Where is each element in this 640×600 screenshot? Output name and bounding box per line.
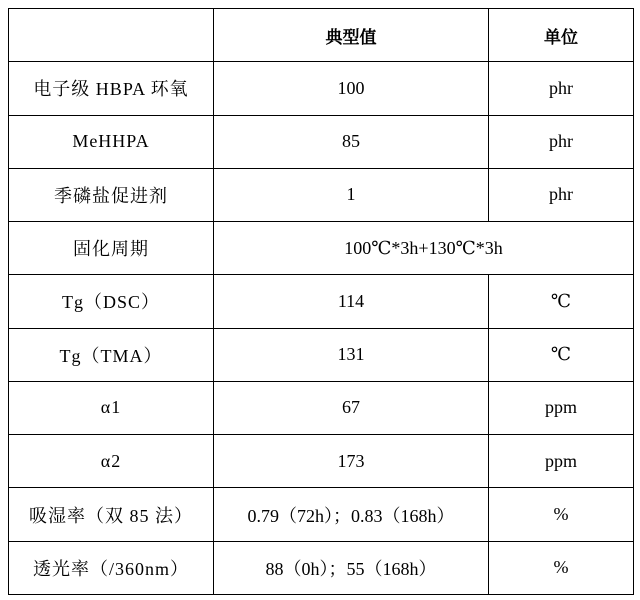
property-cell: MeHHPA — [9, 115, 214, 168]
value-cell: 88（0h）；55（168h） — [214, 541, 489, 594]
table-row — [9, 168, 634, 221]
spec-table — [8, 8, 634, 595]
table-row — [9, 541, 634, 594]
property-cell: α1 — [9, 381, 214, 434]
property-cell: 电子级 HBPA 环氧 — [9, 62, 214, 115]
property-cell: 季磷盐促进剂 — [9, 168, 214, 221]
table-header-row — [9, 9, 634, 62]
property-cell: 透光率（/360nm） — [9, 541, 214, 594]
header-cell-unit: 单位 — [489, 9, 634, 62]
table-row — [9, 115, 634, 168]
property-cell: Tg（DSC） — [9, 275, 214, 328]
table-row — [9, 328, 634, 381]
property-cell: 固化周期 — [9, 222, 214, 275]
unit-cell: ppm — [489, 435, 634, 488]
unit-cell: phr — [489, 115, 634, 168]
property-cell: α2 — [9, 435, 214, 488]
table-row — [9, 275, 634, 328]
unit-cell: ℃ — [489, 328, 634, 381]
value-cell: 1 — [214, 168, 489, 221]
header-cell-empty — [9, 9, 214, 62]
unit-cell: % — [489, 488, 634, 541]
table-row — [9, 488, 634, 541]
value-cell: 67 — [214, 381, 489, 434]
value-cell-merged: 100℃*3h+130℃*3h — [214, 222, 634, 275]
value-cell: 100 — [214, 62, 489, 115]
header-cell-typical-value: 典型值 — [214, 9, 489, 62]
value-cell: 173 — [214, 435, 489, 488]
value-cell: 131 — [214, 328, 489, 381]
property-cell: Tg（TMA） — [9, 328, 214, 381]
unit-cell: phr — [489, 168, 634, 221]
table-row — [9, 435, 634, 488]
unit-cell: % — [489, 541, 634, 594]
unit-cell: ℃ — [489, 275, 634, 328]
value-cell: 0.79（72h）；0.83（168h） — [214, 488, 489, 541]
value-cell: 85 — [214, 115, 489, 168]
value-cell: 114 — [214, 275, 489, 328]
table-row — [9, 381, 634, 434]
unit-cell: phr — [489, 62, 634, 115]
table-row — [9, 62, 634, 115]
property-cell: 吸湿率（双 85 法） — [9, 488, 214, 541]
table-row — [9, 222, 634, 275]
unit-cell: ppm — [489, 381, 634, 434]
